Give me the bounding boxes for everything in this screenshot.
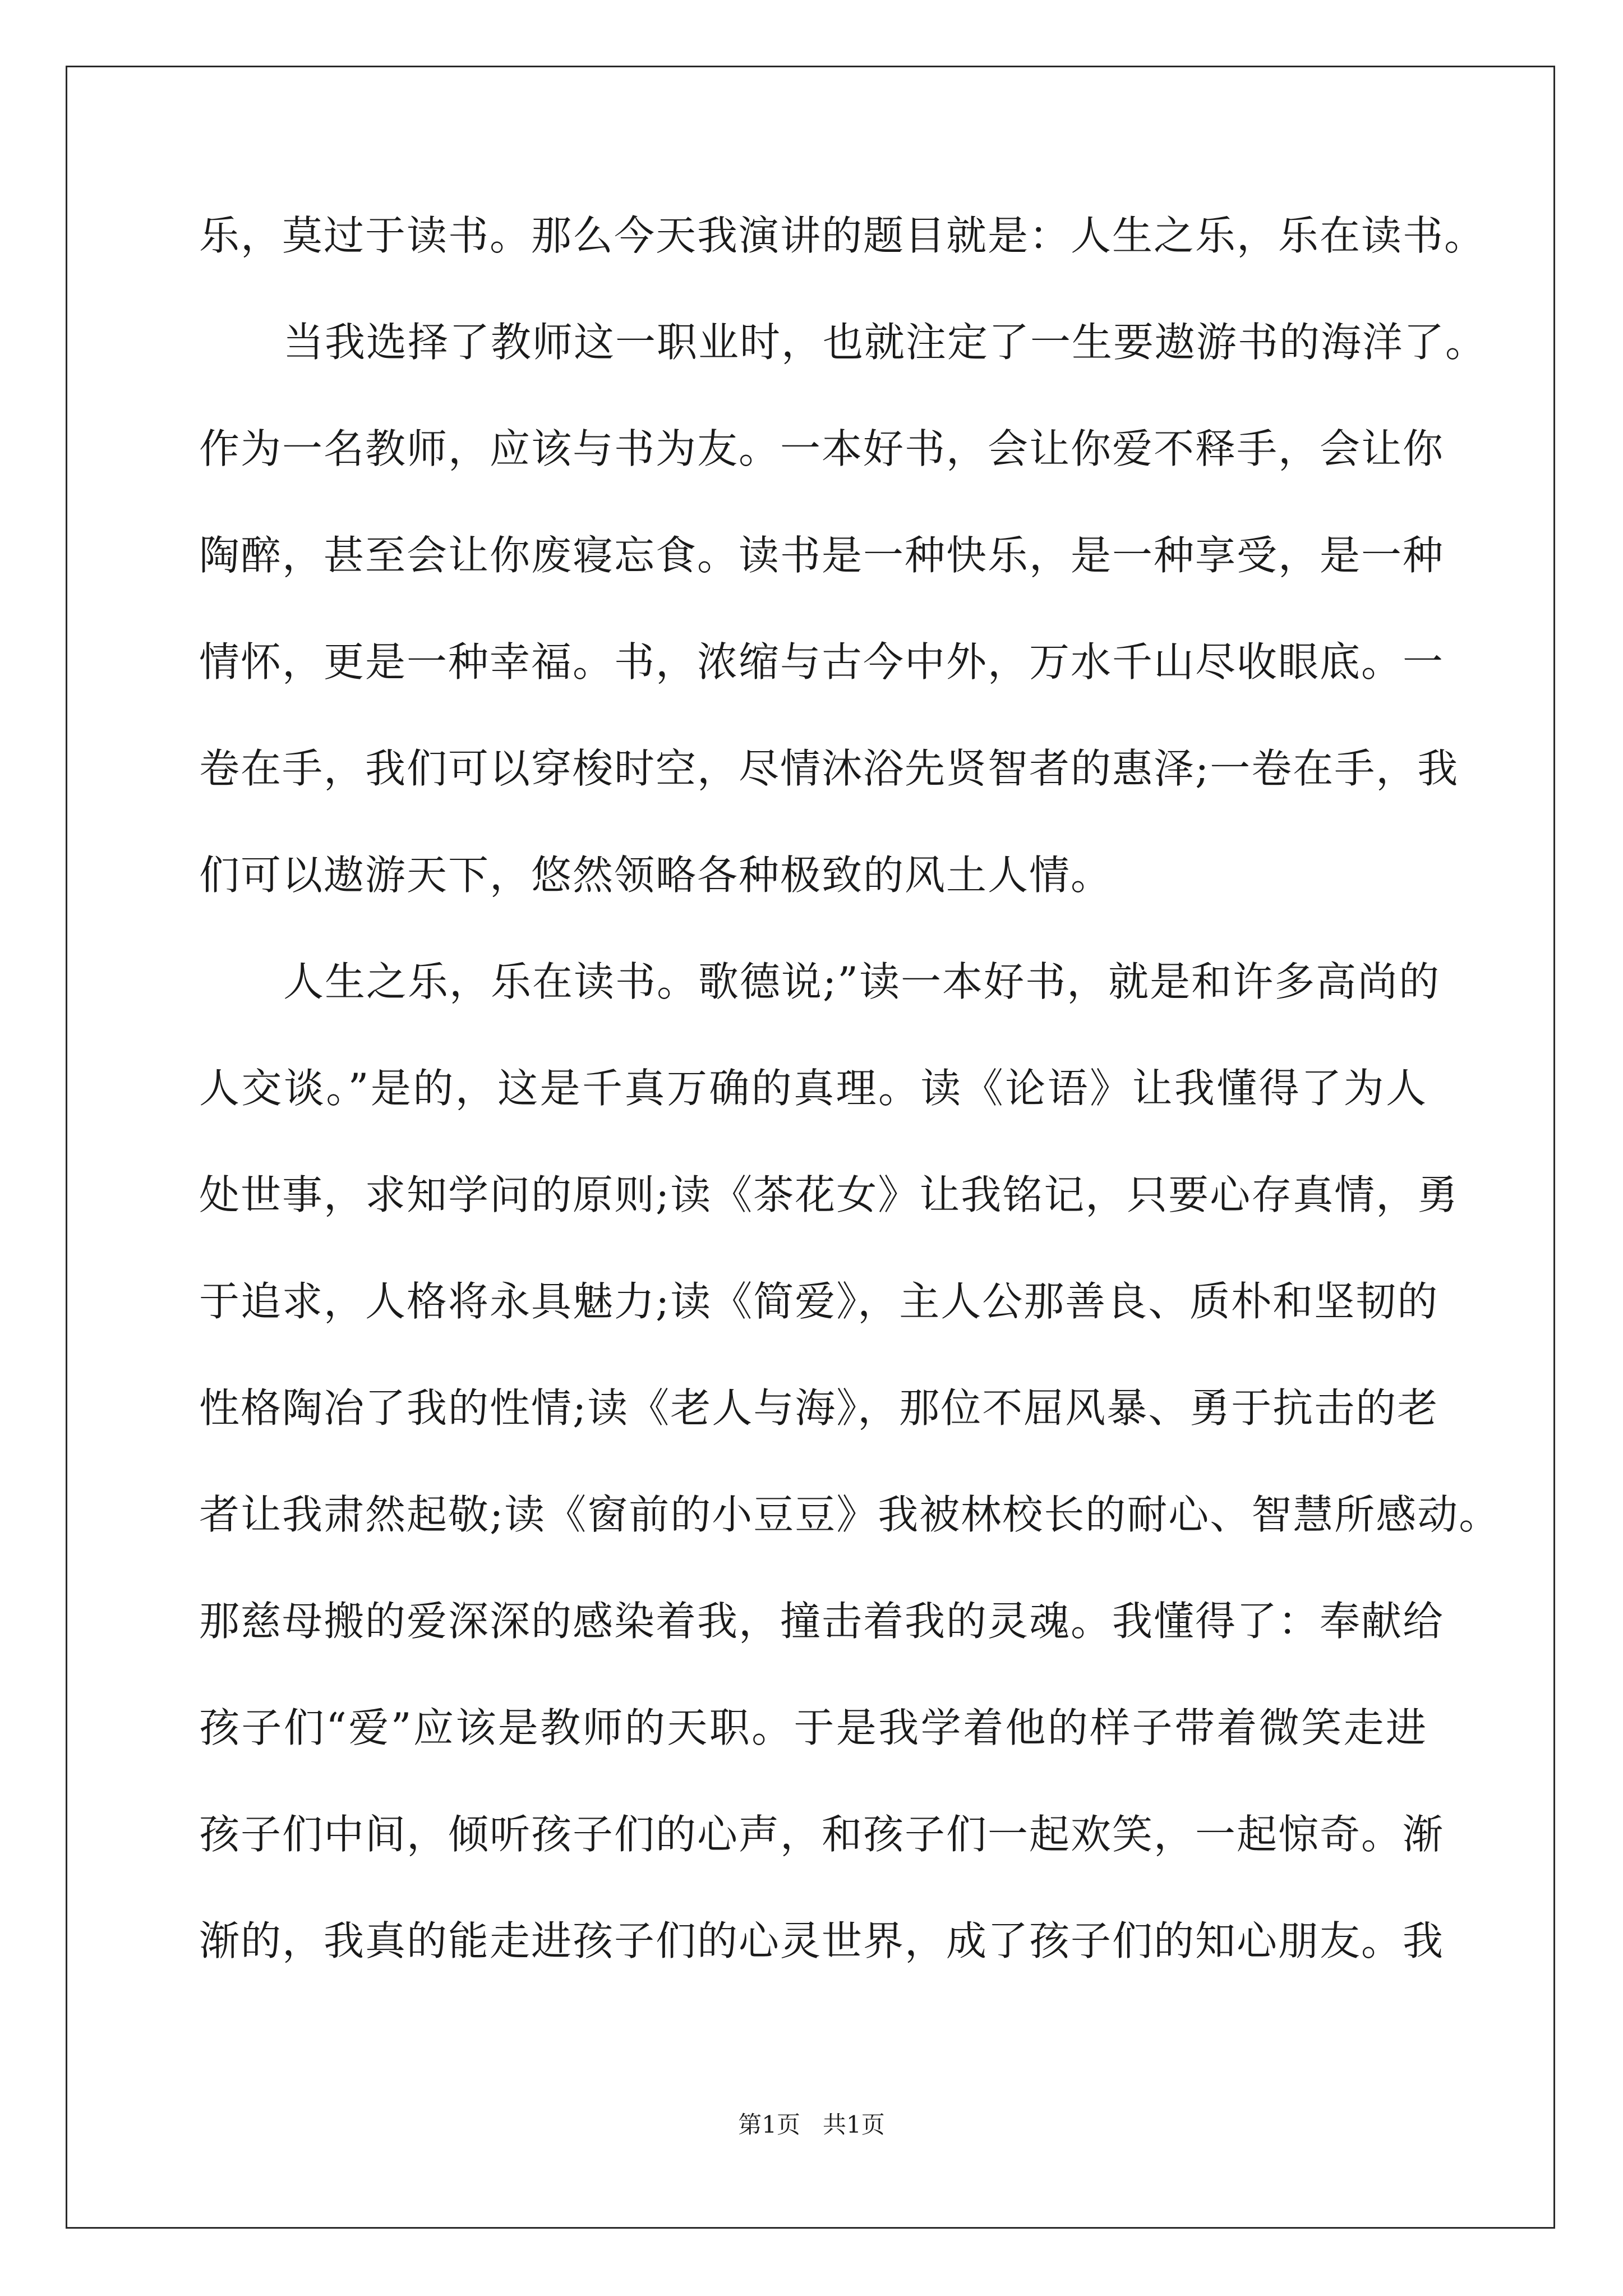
text-line: 孩子们“爱”应该是教师的天职。于是我学着他的样子带着微笑走进 [199, 1704, 1427, 1751]
text-line: 孩子们中间，倾听孩子们的心声，和孩子们一起欢笑，一起惊奇。渐 [199, 1811, 1445, 1858]
text-line: 当我选择了教师这一职业时，也就注定了一生要遨游书的海洋了。 [283, 319, 1487, 366]
text-line: 人生之乐，乐在读书。歌德说;”读一本好书，就是和许多高尚的 [283, 958, 1441, 1005]
text-line: 陶醉，甚至会让你废寝忘食。读书是一种快乐，是一种享受，是一种 [199, 532, 1445, 579]
text-line: 者让我肃然起敬;读《窗前的小豆豆》我被林校长的耐心、智慧所感动。 [199, 1491, 1501, 1538]
text-line: 于追求，人格将永具魅力;读《简爱》，主人公那善良、质朴和坚韧的 [199, 1278, 1439, 1325]
page-number-footer: 第1页 共1页 [738, 2111, 885, 2138]
text-line: 们可以遨游天下，悠然领略各种极致的风土人情。 [199, 852, 1113, 899]
text-line: 卷在手，我们可以穿梭时空，尽情沐浴先贤智者的惠泽;一卷在手，我 [199, 745, 1459, 792]
text-line: 处世事，求知学问的原则;读《茶花女》让我铭记，只要心存真情，勇 [199, 1171, 1459, 1218]
text-line: 那慈母搬的爱深深的感染着我，撞击着我的灵魂。我懂得了：奉献给 [199, 1598, 1445, 1645]
text-line: 性格陶冶了我的性情;读《老人与海》，那位不屈风暴、勇于抗击的老 [199, 1384, 1439, 1432]
text-line: 作为一名教师，应该与书为友。一本好书，会让你爱不释手，会让你 [199, 425, 1445, 472]
text-line: 渐的，我真的能走进孩子们的心灵世界，成了孩子们的知心朋友。我 [199, 1917, 1445, 1964]
text-line: 情怀，更是一种幸福。书，浓缩与古今中外，万水千山尽收眼底。一 [199, 638, 1445, 685]
text-line: 乐，莫过于读书。那么今天我演讲的题目就是：人生之乐，乐在读书。 [199, 212, 1486, 259]
text-line: 人交谈。”是的，这是千真万确的真理。读《论语》让我懂得了为人 [199, 1065, 1427, 1112]
page-border [66, 66, 1555, 2229]
